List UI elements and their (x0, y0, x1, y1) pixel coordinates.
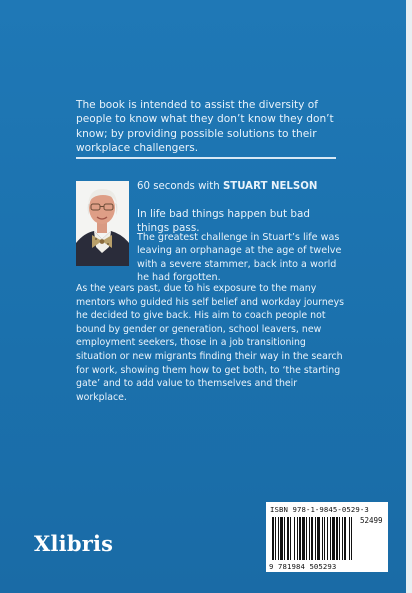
barcode-bar (278, 517, 279, 560)
barcode-bar (302, 517, 305, 560)
barcode-bar (322, 517, 323, 560)
author-quote: In life bad things happen but bad things pass. (137, 208, 310, 234)
barcode-bar (351, 517, 352, 560)
ean-digits: 9 781984 505293 (269, 562, 337, 571)
page-edge (406, 0, 412, 593)
barcode-bar (332, 517, 335, 560)
isbn-label: ISBN 978-1-9845-0529-3 (270, 505, 369, 514)
barcode-bar (297, 517, 298, 560)
barcode-bars (270, 515, 356, 562)
barcode-bar (339, 517, 340, 560)
barcode-bar (311, 517, 313, 560)
author-photo (76, 181, 129, 266)
barcode-bar (275, 517, 276, 560)
barcode-bar (299, 517, 301, 560)
intro-paragraph: The book is intended to assist the diversity of people to know what they don’t know they don’t know; by providing possible solutions to their workplace challengers. (76, 99, 334, 155)
author-portrait-image (76, 181, 129, 266)
barcode-bar (294, 517, 295, 560)
author-name: STUART NELSON (222, 181, 318, 192)
price-code: 52499 (360, 516, 383, 525)
barcode-bar (327, 517, 328, 560)
author-heading (137, 181, 317, 192)
barcode-bar (272, 517, 274, 560)
author-bio-paragraph: As the years past, due to his exposure to the many mentors who guided his self belief and workday journeys he decided to give back. His aim to coach people not bound by gender or generation, school leavers, new employment seekers, those in a job transitioning situation or new migrants finding their way in the search for work, showing them how to get both, to ‘the starting gate’ and to add value to themselves and their workplace. (76, 283, 345, 403)
barcode-bar (306, 517, 307, 560)
author-heading-prefix: 60 seconds with (137, 181, 223, 192)
section-divider (76, 157, 336, 159)
barcode-bar (309, 517, 310, 560)
barcode-bar (315, 517, 316, 560)
isbn-barcode (266, 502, 388, 572)
barcode-bar (342, 517, 343, 560)
barcode-bar (317, 517, 320, 560)
barcode-bar (287, 517, 289, 560)
publisher-logo: Xlibris (34, 531, 114, 556)
barcode-bar (344, 517, 346, 560)
barcode-bar (324, 517, 325, 560)
barcode-bar (330, 517, 331, 560)
author-challenge-paragraph: The greatest challenge in Stuart’s life was leaving an orphanage at the age of twelve with a severe stammer, back into a world he had forgotten. (137, 232, 342, 284)
barcode-bar (336, 517, 338, 560)
barcode-bar (349, 517, 350, 560)
barcode-bar (290, 517, 291, 560)
barcode-bar (280, 517, 283, 560)
barcode-bar (284, 517, 285, 560)
